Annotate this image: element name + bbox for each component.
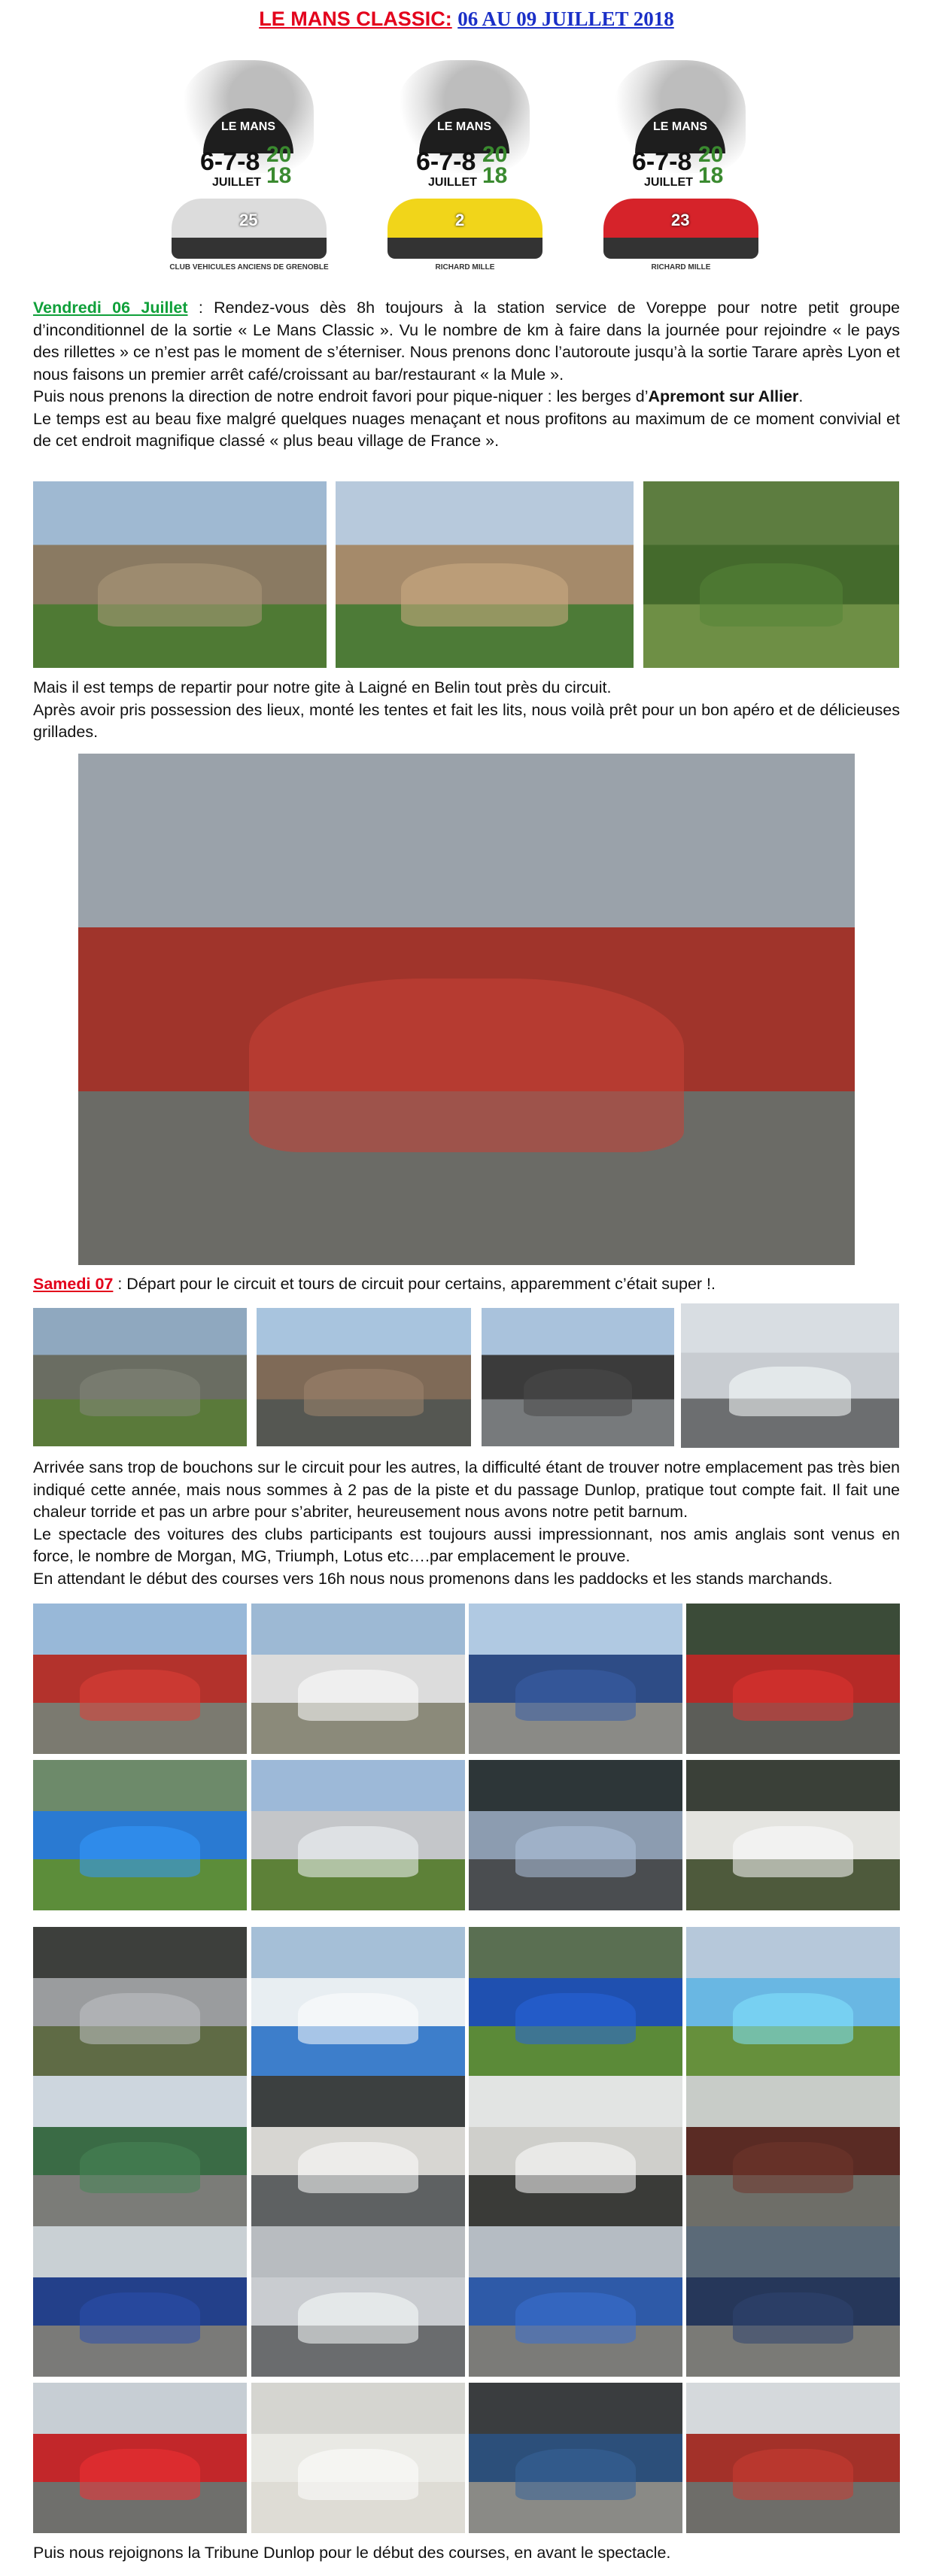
day-label-saturday: Samedi 07 — [33, 1275, 114, 1293]
photo-subject — [733, 2292, 852, 2344]
photo-subject — [80, 2292, 199, 2344]
photo-silver-prototype — [251, 1760, 465, 1910]
photo-subject — [80, 1670, 199, 1721]
photo-subject — [298, 1993, 418, 2044]
poster-footer: CLUB VEHICULES ANCIENS DE GRENOBLE — [169, 263, 329, 272]
photo-subject — [515, 1670, 635, 1721]
photo-green-sports — [33, 2076, 247, 2226]
title-dates: 06 AU 09 JUILLET 2018 — [457, 8, 674, 30]
poster-month: JUILLET — [428, 176, 477, 189]
poster-days: 6-7-8 — [416, 147, 476, 176]
photo-subject — [249, 979, 684, 1152]
photo-paddock-1 — [33, 1604, 247, 1754]
paragraph-dunlop: Puis nous rejoignons la Tribune Dunlop pour le début des courses, en avant le spectacle. — [33, 2544, 671, 2562]
photo-blue-59 — [469, 1927, 682, 2077]
photo-circuit-2 — [257, 1308, 471, 1446]
photo-maroon-40 — [686, 2076, 900, 2226]
photo-blue-bugatti — [469, 2383, 682, 2533]
photo-silver-68 — [251, 2226, 465, 2377]
photo-blue-27 — [33, 1760, 247, 1910]
poster-month: JUILLET — [212, 176, 261, 189]
photo-subject — [733, 1826, 852, 1877]
page-title — [0, 8, 933, 31]
photo-subject — [515, 2449, 635, 2500]
poster-days: 6-7-8 — [200, 147, 260, 176]
photo-subject — [298, 1670, 418, 1721]
photo-subject — [80, 1369, 199, 1416]
poster-car: 23 — [603, 199, 758, 259]
photo-white-roadster — [251, 2076, 465, 2226]
event-poster — [599, 56, 763, 278]
photo-blue-white — [469, 2226, 682, 2377]
photo-subject — [304, 1369, 424, 1416]
poster-month: JUILLET — [644, 176, 693, 189]
paragraph-arrival: Arrivée sans trop de bouchons sur le circuit pour les autres, la difficulté étant de trouver notre emplacement pas très bien indiqué cette année, mais nous sommes à 2 pas de la piste et du passage Dunlop, pratique tout compte fait. Il fait une chaleur torride et pas un arbre pour s’abriter, heureusement nous avons notre petit barnum. Le spectacle des voitures des clubs participants est toujours aussi impressionnant, nos amis anglais sont venus en force, le nombre de Morgan, MG, Triumph, Lotus etc….par emplacement le prouve. En attendant le début des courses vers 16h nous nous promenons dans les paddocks et les stands marchands. — [33, 1458, 900, 1588]
photo-circuit-1 — [33, 1308, 247, 1446]
paragraph-saturday: Samedi 07 : Départ pour le circuit et tours de circuit pour certains, apparemment c’était super !. — [33, 1275, 716, 1293]
photo-red-vintage — [686, 1604, 900, 1754]
photo-dark-24 — [686, 2226, 900, 2377]
photo-porsche-5 — [251, 1927, 465, 2077]
photo-esso-77 — [33, 1927, 247, 2077]
photo-subject — [515, 2142, 635, 2193]
poster-footer: RICHARD MILLE — [435, 263, 495, 272]
photo-circuit-4 — [681, 1303, 899, 1448]
photo-red-76 — [33, 2383, 247, 2533]
photo-pinup-hood — [251, 2383, 465, 2533]
day-label-friday: Vendredi 06 Juillet — [33, 299, 188, 317]
poster-car: 2 — [387, 199, 542, 259]
photo-gulf-12 — [686, 1927, 900, 2077]
photo-subject — [733, 1670, 852, 1721]
photo-subject — [733, 2449, 852, 2500]
poster-footer: RICHARD MILLE — [651, 263, 711, 272]
photo-dunlop-bridge — [482, 1308, 674, 1446]
photo-subject — [515, 2292, 635, 2344]
photo-subject — [524, 1369, 631, 1416]
photo-vintage-tent — [469, 1760, 682, 1910]
photo-subject — [298, 1826, 418, 1877]
event-poster — [167, 56, 331, 278]
photo-group-dinner — [78, 754, 855, 1265]
photo-subject — [733, 2142, 852, 2193]
photo-white-34 — [686, 1760, 900, 1910]
photo-picnic — [643, 481, 899, 668]
photo-subject — [80, 2142, 199, 2193]
photo-subject — [80, 1826, 199, 1877]
poster-year: 20 18 — [698, 142, 724, 188]
photo-subject — [733, 1993, 852, 2044]
poster-year: 20 18 — [266, 142, 292, 188]
photo-paddock-2 — [251, 1604, 465, 1754]
photo-subject — [298, 2142, 418, 2193]
photo-subject — [515, 1993, 635, 2044]
poster-car: 25 — [172, 199, 327, 259]
photo-village-cars — [336, 481, 634, 668]
poster-days: 6-7-8 — [632, 147, 692, 176]
photo-blue-coupe — [33, 2226, 247, 2377]
photo-subject — [298, 2449, 418, 2500]
paragraph-friday: Vendredi 06 Juillet : Rendez-vous dès 8h toujours à la station service de Voreppe pour notre petit groupe d’inconditionnel de la sortie « Le Mans Classic ». Vu le nombre de km à faire dans la journée pour rejoindre « le pays des rillettes » ce n’est pas le moment de s’éterniser. Nous prenons donc l’autoroute jusqu’à la sortie Tarare après Lyon et nous faisons un premier arrêt café/croissant au bar/restaurant « la Mule ». Puis nous prenons la direction de notre endroit favori pour pique-niquer : les berges d’Apremont sur Allier. Le temps est au beau fixe malgré quelques nuages menaçant et nous profitons au maximum de ce moment convivial et de cet endroit magnifique classé « plus beau village de France ». — [33, 299, 900, 450]
poster-brand: LE MANS — [221, 120, 275, 133]
photo-subject — [80, 2449, 199, 2500]
photo-pitlane — [686, 2383, 900, 2533]
photo-dunlop-2 — [469, 1604, 682, 1754]
photo-subject — [80, 1993, 199, 2044]
photo-subject — [515, 1826, 635, 1877]
poster-brand: LE MANS — [437, 120, 491, 133]
poster-year: 20 18 — [482, 142, 508, 188]
photo-chateau-cars — [33, 481, 327, 668]
paragraph-gite: Mais il est temps de repartir pour notre gite à Laigné en Belin tout près du circuit. Après avoir pris possession des lieux, monté les tentes et fait les lits, nous voilà prêt pour un bon apéro et de délicieuses grillades. — [33, 678, 900, 741]
photo-subject — [298, 2292, 418, 2344]
poster-brand: LE MANS — [653, 120, 707, 133]
photo-subject — [729, 1367, 851, 1415]
photo-subject — [401, 563, 568, 627]
event-poster — [383, 56, 547, 278]
photo-white-tent — [469, 2076, 682, 2226]
photo-subject — [98, 563, 262, 627]
title-event: LE MANS CLASSIC: — [259, 8, 452, 30]
photo-subject — [700, 563, 843, 627]
